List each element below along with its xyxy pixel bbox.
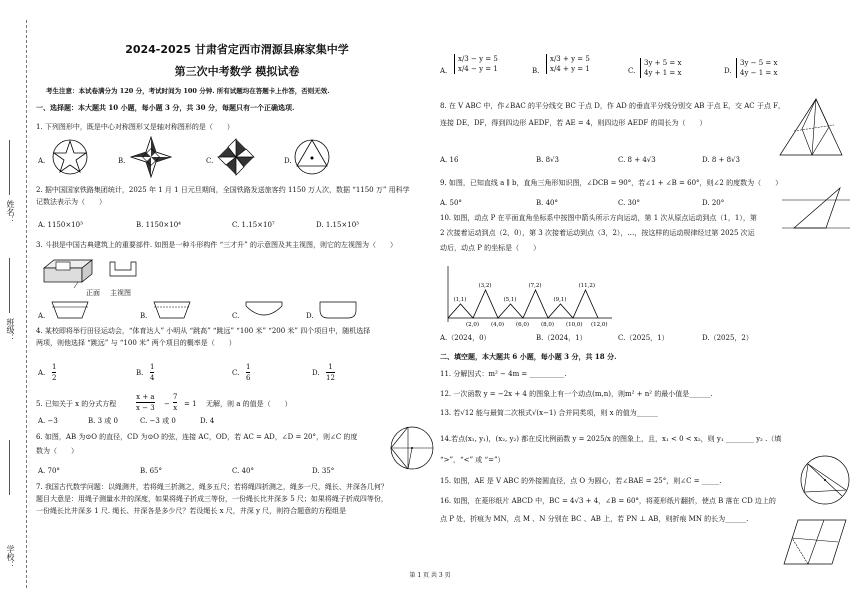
q7-opt-d: D.	[724, 67, 732, 75]
binding-margin	[0, 0, 32, 608]
q2-opt-d: D. 1.15×10³	[316, 221, 359, 229]
q1-opt-b: B.	[118, 157, 126, 165]
q8-opt-a: A. 16	[440, 156, 459, 164]
q1-opt-a: A.	[38, 157, 46, 165]
q6-opt-d: D. 35°	[312, 467, 335, 475]
q8-opt-c: C. 8 + 4√3	[618, 156, 656, 164]
point-label: (2,0)	[466, 322, 480, 328]
q7-opt-a: A.	[440, 67, 448, 75]
q2-opt-b: B. 1150×10⁴	[136, 221, 181, 229]
q4-opt-a: A.	[38, 369, 46, 377]
cut-line	[26, 20, 27, 588]
q3-view-c	[244, 300, 284, 320]
q4-frac-a: 1 2	[52, 363, 57, 383]
exam-subtitle: 第三次中考数学 模拟试卷	[174, 65, 300, 78]
point-label: (9,1)	[553, 297, 567, 303]
q5-opt-a: A. −3	[38, 417, 58, 425]
q4-frac-d: 1 12	[326, 363, 335, 383]
q5-eq: = 1	[184, 400, 197, 408]
q9-text: 9. 如图，已知直线 a ∥ b，直角三角形知识图，∠DCB = 90°，若∠1 + ∠B = 60°，则∠2 的度数为（ ）	[440, 179, 783, 187]
q2-opt-c: C. 1.15×10⁷	[232, 221, 275, 229]
q3-opt-b: B.	[140, 312, 148, 320]
q11-text: 11. 分解因式：m² − 4m = __________.	[440, 370, 567, 378]
star-circle-figure	[50, 137, 90, 177]
q8-opt-b: B. 8√3	[536, 156, 559, 164]
q5-opt-b: B. 3 或 0	[88, 417, 118, 425]
q9-parallel-figure	[780, 180, 852, 238]
q5-minus: −	[164, 400, 170, 408]
q7-text-3: 一份绳长比井深多 1 尺. 绳长、井深各是多少尺？若设绳长 x 尺，井深 y 尺，则符合题意的方程组是	[36, 507, 347, 515]
q3-view-d	[318, 300, 358, 320]
point-label: (5,1)	[503, 297, 517, 303]
circle-triangle-figure	[292, 137, 332, 177]
q5-text-pre: 5. 已知关于 x 的分式方程	[36, 400, 117, 408]
q5-text-post: 无解，则 a 的值是（ ）	[206, 400, 292, 408]
exam-title: 2024-2025 甘肃省定西市渭源县麻家集中学	[125, 43, 349, 56]
q9-opt-b: B. 40°	[536, 199, 559, 207]
q5-frac-2: 7 x	[173, 393, 178, 413]
q15-circle-figure	[796, 452, 854, 508]
point-label: (6,0)	[516, 322, 530, 328]
q15-text: 15. 如图，AE 是 V ABC 的外接圆直径，点 O 为圆心，若∠BAE = 25°，则∠C = _____.	[440, 477, 722, 485]
q16-rhombus-figure	[780, 516, 852, 568]
exam-notice: 考生注意：本试卷满分为 120 分，考试时间为 100 分钟. 所有试题均在答题卡上作答，否则无效.	[46, 87, 330, 95]
q10-opt-a: A.（2024，0）	[440, 334, 491, 342]
q8-opt-d: D. 8 + 8√3	[702, 156, 740, 164]
q16-text-2: 点 P 处，折痕为 MN，点 M 、N 分别在 BC 、AB 上，若 PN ⊥ AB，则折痕 MN 的长为______.	[440, 515, 749, 523]
q7-opt-c: C.	[628, 67, 636, 75]
q3-opt-a: A.	[38, 312, 46, 320]
q7-sys-c: 3y + 5 = x 4y + 1 = x	[640, 58, 681, 78]
q2-text-1: 2. 据中国国家铁路集团统计，2025 年 1 月 1 日元旦期间，全国铁路发送旅客约 1150 万人次，数据 “1150 万” 用科学	[36, 186, 410, 194]
point-label: (10,0)	[566, 322, 583, 328]
name-label: 姓名：	[6, 200, 15, 224]
point-label: (12,0)	[591, 322, 608, 328]
q7-text-2: 题目大意是：用绳子测量水井的深度，如果将绳子折成三等份，一份绳长比井深多 5 尺；如果将绳子折成四等份，	[36, 495, 388, 503]
q5-frac-1: x + a x − 3	[136, 393, 155, 413]
q4-text-2: 两项，则他选择 “跳远” 与 “100 米” 两个项目的概率是（ ）	[36, 339, 236, 347]
q7-text-1: 7. 我国古代数学问题：以绳测井，若将绳三折测之，绳多五尺；若将绳四折测之，绳多一尺，绳长、井深各几何？	[36, 483, 388, 491]
page-footer: 第 1 页 共 3 页	[409, 572, 451, 579]
class-label: 班级：	[6, 318, 15, 342]
name-line	[9, 140, 10, 195]
q16-text-1: 16. 如图，在菱形纸片 ABCD 中，BC = 4√3 + 4，∠B = 60°，将菱形纸片翻折，使点 B 落在 CD 边上的	[440, 497, 776, 505]
school-label: 学校：	[6, 545, 15, 569]
q8-text-2: 连接 DE，DF，得到四边形 AEDF，若 AE = 4，则四边形 AEDF 的周长为（ ）	[440, 119, 707, 127]
q1-opt-c: C.	[206, 157, 214, 165]
q4-text-1: 4. 某校即将举行田径运动会，“体育达人” 小明从 “跳高” “跳远” “100 米” “200 米” 四个项目中，随机选择	[36, 327, 371, 335]
q7-opt-b: B.	[532, 67, 540, 75]
q3-view-b	[152, 300, 192, 320]
q10-opt-b: B.（2024，1）	[536, 334, 587, 342]
q10-path-graph	[440, 262, 615, 328]
q5-opt-d: D. 4	[200, 417, 215, 425]
q9-opt-c: C. 30°	[618, 199, 640, 207]
section1-heading: 一、选择题：本大题共 10 小题，每小题 3 分，共 30 分，每题只有一个正确选项.	[36, 103, 295, 112]
point-label: (7,2)	[528, 283, 542, 289]
q6-opt-a: A. 70°	[38, 467, 60, 475]
q9-opt-a: A. 50°	[440, 199, 462, 207]
q3-opt-c: C.	[232, 312, 240, 320]
q4-opt-d: D.	[312, 369, 320, 377]
q6-opt-c: C. 40°	[232, 467, 254, 475]
q4-opt-c: C.	[232, 369, 240, 377]
q7-sys-b: x/3 + y = 5 x/4 + y = 1	[546, 54, 590, 74]
dougong-figure	[40, 254, 170, 296]
q12-text: 12. 一次函数 y = −2x + 4 的图象上有一个动点(m,n)，则m² + n² 的最小值是______.	[440, 390, 713, 398]
q6-text-1: 6. 如图，AB 为⊙O 的直径，CD 为⊙O 的弦，连接 AC，OD，若 AC = AD，∠D = 20°，则∠C 的度	[36, 433, 358, 441]
zigzag-path	[448, 290, 598, 318]
q10-text-2: 2 次接着运动到点（2，0），第 3 次接着运动到点（3，2），…，按这样的运动规律经过第 2025 次运	[440, 229, 755, 237]
q7-sys-d: 3y − 5 = x 4y − 1 = x	[736, 58, 777, 78]
q6-circle-figure	[386, 422, 438, 474]
point-label: (8,0)	[541, 322, 555, 328]
q2-opt-a: A. 1150×10³	[38, 221, 83, 229]
q5-opt-c: C. −3 或 0	[140, 417, 176, 425]
q10-opt-c: C.（2025，1）	[618, 334, 669, 342]
q3-front-label: 正面	[86, 289, 100, 297]
q3-text: 3. 斗拱是中国古典建筑上的重要部件. 如图是一种斗形构件 “三才升” 的示意图及其主视图，则它的左视图为（ ）	[36, 241, 397, 249]
q3-opt-d: D.	[306, 312, 314, 320]
q14-text-1: 14.若点(x₁, y₁)，(x₂, y₂) 都在反比例函数 y = 2025/x 的图象上，且，x₁ < 0 < x₂，则 y₁ ________ y₂ .（填	[440, 435, 782, 443]
class-line	[9, 258, 10, 313]
q14-text-2: “>”，“<” 或 “=”）	[440, 456, 505, 464]
q4-opt-b: B.	[136, 369, 144, 377]
q9-opt-d: D. 20°	[702, 199, 725, 207]
q4-frac-b: 1 4	[150, 363, 155, 383]
q10-text-1: 10. 如图，动点 P 在平面直角坐标系中按图中箭头所示方向运动，第 1 次从原点运动到点（1，1），第	[440, 214, 757, 222]
q3-main-view-label: 主视图	[110, 289, 131, 297]
q6-opt-b: B. 65°	[140, 467, 163, 475]
q13-text: 13. 若√12 能与最简二次根式√(x−1) 合并同类项，则 x 的值为______	[440, 409, 658, 417]
q3-view-a	[50, 300, 90, 320]
q10-text-3: 动后，动点 P 的坐标是（ ）	[440, 244, 541, 252]
q1-opt-d: D.	[284, 157, 292, 165]
q4-frac-c: 1 6	[246, 363, 251, 383]
point-label: (4,0)	[491, 322, 505, 328]
section2-heading: 二、填空题，本大题共 6 小题，每小题 3 分，共 18 分.	[440, 352, 617, 361]
q8-text-1: 8. 在 V ABC 中，作∠BAC 的平分线交 BC 于点 D，作 AD 的垂直平分线分别交 AB 于点 E，交 AC 于点 F，	[440, 102, 785, 110]
q8-triangle-figure	[772, 95, 852, 165]
point-label: (1,1)	[453, 297, 467, 303]
q7-sys-a: x/3 − y = 5 x/4 − y = 1	[454, 54, 498, 74]
q1-text: 1. 下列图形中，既是中心对称图形又是轴对称图形的是（ ）	[36, 123, 234, 131]
point-label: (11,2)	[578, 283, 596, 289]
q6-text-2: 数为（ ）	[36, 447, 78, 455]
school-line	[9, 440, 10, 495]
compass-star-figure	[130, 136, 172, 178]
q10-opt-d: D.（2025，2）	[702, 334, 753, 342]
pinwheel-figure	[216, 137, 256, 177]
q2-text-2: 记数法表示为（ ）	[36, 198, 106, 206]
point-label: (3,2)	[478, 283, 492, 289]
